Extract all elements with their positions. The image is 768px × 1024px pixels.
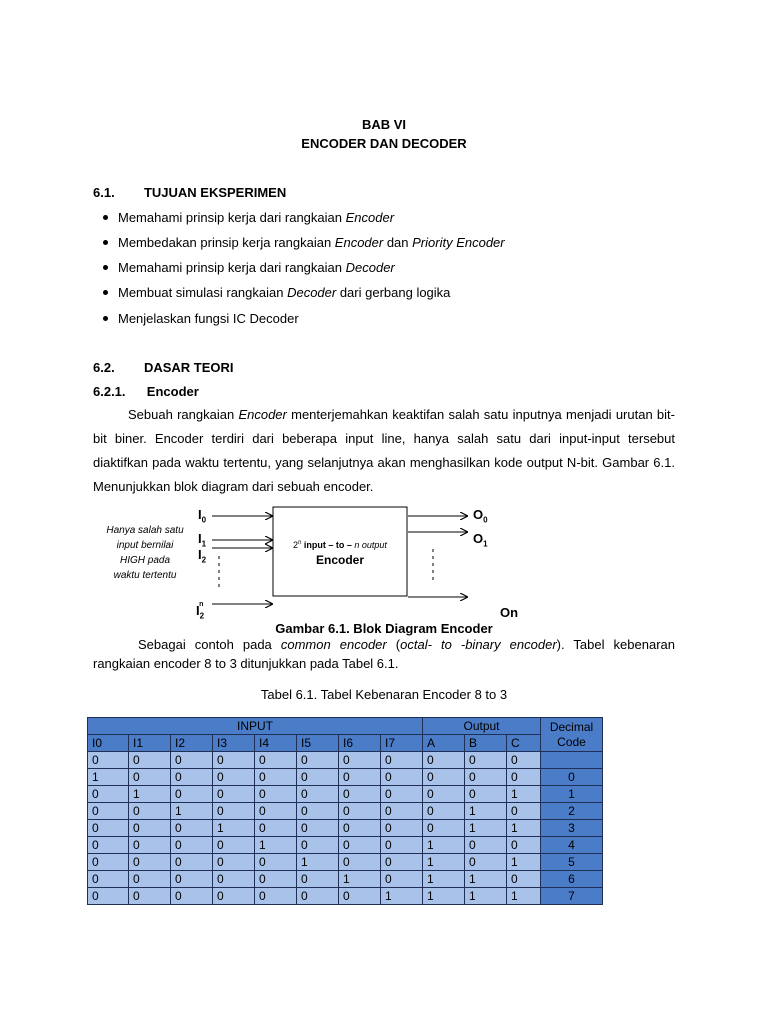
table-cell: 0 bbox=[213, 871, 255, 888]
table-cell: 0 bbox=[213, 786, 255, 803]
table-cell: 1 bbox=[465, 820, 507, 837]
input-label-i1: $I_1$ bbox=[198, 531, 207, 549]
table-cell: 0 bbox=[297, 752, 339, 769]
table-column-header: A bbox=[423, 735, 465, 752]
table-cell: 0 bbox=[129, 752, 171, 769]
table-cell: 0 bbox=[129, 820, 171, 837]
table-cell: 0 bbox=[507, 871, 541, 888]
table-cell: 1 bbox=[465, 888, 507, 905]
diagram-note: Hanya salah satu input bernilai HIGH pada waktu tertentu bbox=[106, 525, 184, 581]
table-cell: 1 bbox=[213, 820, 255, 837]
table-cell-decimal: 1 bbox=[541, 786, 603, 803]
table-cell: 0 bbox=[423, 752, 465, 769]
section-title: TUJUAN EKSPERIMEN bbox=[143, 185, 287, 200]
table-row bbox=[88, 820, 603, 837]
table-cell: 0 bbox=[88, 752, 129, 769]
table-cell: 0 bbox=[213, 752, 255, 769]
table-cell: 0 bbox=[339, 854, 381, 871]
table-cell: 0 bbox=[171, 871, 213, 888]
table-cell: 0 bbox=[129, 803, 171, 820]
table-cell: 0 bbox=[171, 888, 213, 905]
table-cell: 0 bbox=[213, 769, 255, 786]
table-cell: 0 bbox=[381, 820, 423, 837]
table-row bbox=[88, 803, 603, 820]
list-item: Membedakan prinsip kerja rangkaian Encoder dan Priority Encoder bbox=[103, 235, 505, 250]
input-label-in: $I_2^n$ bbox=[196, 600, 205, 621]
table-cell: 1 bbox=[171, 803, 213, 820]
table-caption: Tabel 6.1. Tabel Kebenaran Encoder 8 to 3 bbox=[260, 687, 508, 702]
table-group-header: Output bbox=[423, 718, 541, 735]
table-cell: 1 bbox=[129, 786, 171, 803]
section-number: 6.2. bbox=[93, 360, 115, 375]
table-cell: 0 bbox=[339, 888, 381, 905]
encoder-box-title: Encoder bbox=[315, 553, 364, 567]
table-column-header: I0 bbox=[88, 735, 129, 752]
table-cell: 0 bbox=[339, 786, 381, 803]
paragraph-example: Sebagai contoh pada common encoder (octal- to -binary encoder). Tabel kebenaran rangkaian encoder 8 to 3 ditunjukkan pada Tabel 6.1. bbox=[93, 637, 675, 671]
table-cell: 1 bbox=[297, 854, 339, 871]
output-label-o0: $O_0$ bbox=[473, 507, 488, 525]
chapter-label: BAB VI bbox=[361, 117, 407, 132]
paragraph-encoder: Sebuah rangkaian Encoder menterjemahkan keaktifan salah satu inputnya menjadi urutan bit- bit biner. Encoder terdiri dari beberapa input line, hanya salah satu dari input-input tersebut diaktifkan pada waktu tertentu, yang selanjutnya akan menghasilkan kode output N-bit. Gambar 6.1. Menunjukkan blok diagram dari sebuah encoder. bbox=[93, 407, 675, 494]
table-cell: 0 bbox=[297, 837, 339, 854]
table-row bbox=[88, 786, 603, 803]
table-cell: 0 bbox=[381, 803, 423, 820]
table-cell-decimal: 0 bbox=[541, 769, 603, 786]
input-label-i0: $I_0$ bbox=[198, 507, 207, 525]
table-cell: 0 bbox=[423, 820, 465, 837]
table-cell-decimal: 4 bbox=[541, 837, 603, 854]
table-cell: 0 bbox=[381, 871, 423, 888]
table-row bbox=[88, 769, 603, 786]
table-cell: 0 bbox=[255, 786, 297, 803]
table-cell-decimal: 7 bbox=[541, 888, 603, 905]
encoder-box-caption: 2$^n$ input – to – n output bbox=[293, 540, 387, 550]
table-cell-decimal: 6 bbox=[541, 871, 603, 888]
section-title: DASAR TEORI bbox=[143, 360, 234, 375]
table-cell: 0 bbox=[507, 803, 541, 820]
table-cell: 0 bbox=[213, 837, 255, 854]
table-cell: 0 bbox=[339, 803, 381, 820]
table-cell: 0 bbox=[297, 803, 339, 820]
table-column-header: I3 bbox=[213, 735, 255, 752]
table-cell: 0 bbox=[255, 820, 297, 837]
table-row bbox=[88, 837, 603, 854]
table-cell: 1 bbox=[423, 888, 465, 905]
table-cell: 0 bbox=[339, 837, 381, 854]
table-cell: 0 bbox=[255, 854, 297, 871]
table-cell: 0 bbox=[423, 803, 465, 820]
table-cell: 0 bbox=[171, 854, 213, 871]
table-column-header: I5 bbox=[297, 735, 339, 752]
truth-table bbox=[87, 717, 603, 905]
table-cell: 0 bbox=[171, 752, 213, 769]
table-cell: 1 bbox=[381, 888, 423, 905]
subsection-title: Encoder bbox=[146, 384, 199, 399]
table-cell: 0 bbox=[129, 871, 171, 888]
table-column-header: I6 bbox=[339, 735, 381, 752]
table-cell: 0 bbox=[465, 837, 507, 854]
table-cell: 0 bbox=[255, 871, 297, 888]
input-label-i2: $I_2$ bbox=[198, 547, 207, 565]
table-cell: 1 bbox=[507, 820, 541, 837]
table-cell: 1 bbox=[423, 837, 465, 854]
subsection-number: 6.2.1. bbox=[93, 384, 126, 399]
table-row bbox=[88, 871, 603, 888]
table-cell: 1 bbox=[507, 786, 541, 803]
table-cell: 0 bbox=[88, 786, 129, 803]
table-cell: 1 bbox=[465, 871, 507, 888]
table-cell: 0 bbox=[88, 888, 129, 905]
list-item: Membuat simulasi rangkaian Decoder dari gerbang logika bbox=[103, 285, 450, 300]
table-cell: 1 bbox=[423, 854, 465, 871]
table-cell-decimal: 5 bbox=[541, 854, 603, 871]
table-cell-decimal: 3 bbox=[541, 820, 603, 837]
table-cell: 0 bbox=[423, 786, 465, 803]
chapter-title: ENCODER DAN DECODER bbox=[301, 136, 467, 151]
figure-caption: Gambar 6.1. Blok Diagram Encoder bbox=[275, 621, 493, 636]
table-column-header: B bbox=[465, 735, 507, 752]
table-cell: 0 bbox=[255, 888, 297, 905]
table-row bbox=[88, 888, 603, 905]
table-cell: 0 bbox=[297, 786, 339, 803]
table-row bbox=[88, 854, 603, 871]
table-cell: 0 bbox=[381, 769, 423, 786]
table-cell-decimal: 2 bbox=[541, 803, 603, 820]
table-cell: 0 bbox=[88, 871, 129, 888]
table-cell: 0 bbox=[255, 803, 297, 820]
table-cell: 0 bbox=[507, 752, 541, 769]
table-cell: 0 bbox=[171, 769, 213, 786]
list-item: Memahami prinsip kerja dari rangkaian Encoder bbox=[103, 210, 394, 225]
table-cell: 0 bbox=[381, 837, 423, 854]
table-cell: 1 bbox=[465, 803, 507, 820]
table-cell: 0 bbox=[339, 820, 381, 837]
list-item: Memahami prinsip kerja dari rangkaian Decoder bbox=[103, 260, 395, 275]
section-number: 6.1. bbox=[93, 185, 115, 200]
table-cell: 0 bbox=[129, 837, 171, 854]
table-cell: 0 bbox=[339, 752, 381, 769]
table-cell: 0 bbox=[255, 752, 297, 769]
table-cell: 0 bbox=[129, 854, 171, 871]
table-group-header: INPUT bbox=[88, 718, 423, 735]
table-cell: 0 bbox=[381, 854, 423, 871]
table-cell: 1 bbox=[507, 854, 541, 871]
table-cell: 0 bbox=[507, 769, 541, 786]
table-cell: 0 bbox=[88, 837, 129, 854]
table-cell: 0 bbox=[171, 837, 213, 854]
table-cell: 0 bbox=[381, 786, 423, 803]
table-column-header: I4 bbox=[255, 735, 297, 752]
table-cell: 0 bbox=[213, 888, 255, 905]
table-cell: 0 bbox=[171, 786, 213, 803]
table-column-header: C bbox=[507, 735, 541, 752]
table-cell-decimal bbox=[541, 752, 603, 769]
table-cell: 0 bbox=[507, 837, 541, 854]
list-item: Menjelaskan fungsi IC Decoder bbox=[103, 311, 299, 326]
table-cell: 0 bbox=[88, 820, 129, 837]
encoder-box bbox=[273, 507, 407, 596]
table-column-header: I1 bbox=[129, 735, 171, 752]
table-cell: 1 bbox=[507, 888, 541, 905]
table-cell: 0 bbox=[213, 803, 255, 820]
table-cell: 0 bbox=[465, 786, 507, 803]
table-cell: 0 bbox=[297, 871, 339, 888]
table-cell: 0 bbox=[423, 769, 465, 786]
table-cell: 1 bbox=[255, 837, 297, 854]
table-cell: 0 bbox=[339, 769, 381, 786]
table-cell: 0 bbox=[465, 752, 507, 769]
table-cell: 0 bbox=[297, 820, 339, 837]
table-cell: 0 bbox=[465, 769, 507, 786]
table-cell: 0 bbox=[129, 888, 171, 905]
table-cell: 0 bbox=[213, 854, 255, 871]
table-cell: 1 bbox=[339, 871, 381, 888]
table-cell: 0 bbox=[171, 820, 213, 837]
table-cell: 1 bbox=[88, 769, 129, 786]
output-label-o1: $O_1$ bbox=[473, 531, 488, 549]
table-cell: 0 bbox=[465, 854, 507, 871]
table-column-header: I7 bbox=[381, 735, 423, 752]
table-cell: 0 bbox=[129, 769, 171, 786]
table-cell: 0 bbox=[88, 803, 129, 820]
table-cell: 0 bbox=[381, 752, 423, 769]
output-label-on: On bbox=[500, 605, 519, 620]
table-cell: 0 bbox=[255, 769, 297, 786]
table-column-header: I2 bbox=[171, 735, 213, 752]
table-header-decimal: Decimal Code bbox=[541, 718, 603, 752]
table-cell: 1 bbox=[423, 871, 465, 888]
table-row bbox=[88, 752, 603, 769]
table-cell: 0 bbox=[88, 854, 129, 871]
table-cell: 0 bbox=[297, 888, 339, 905]
table-cell: 0 bbox=[297, 769, 339, 786]
